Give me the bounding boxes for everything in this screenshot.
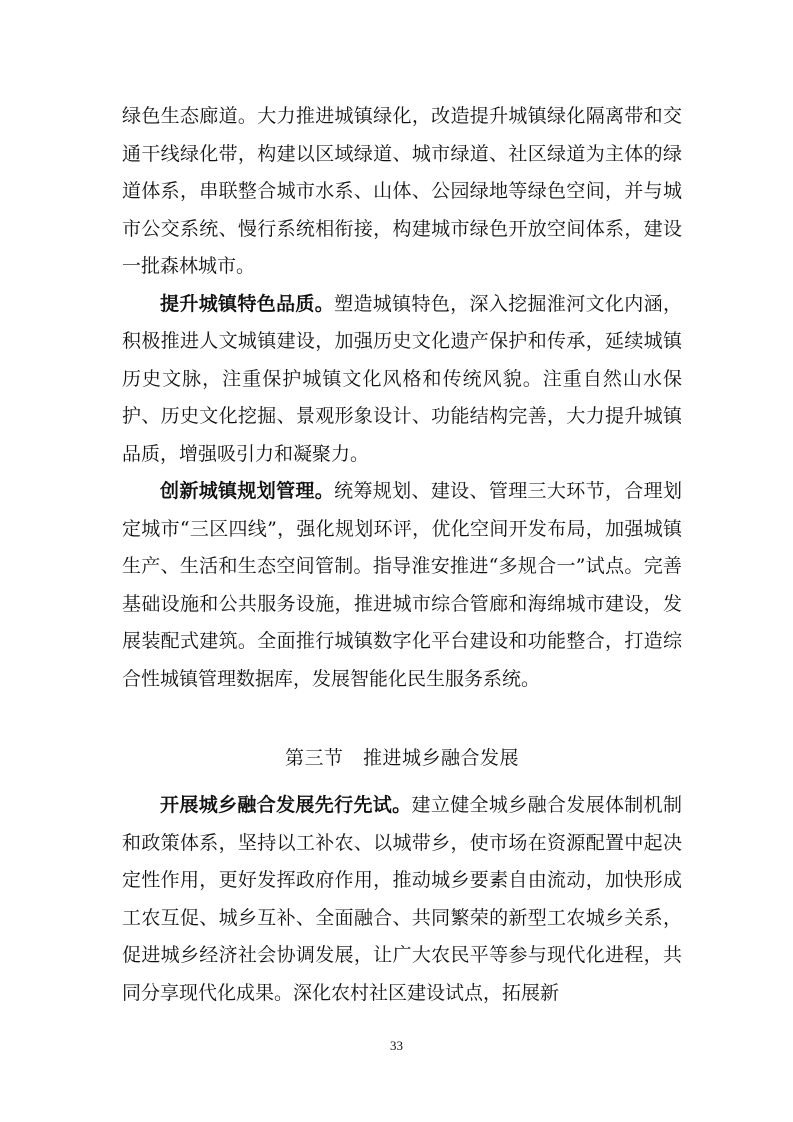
paragraph-green-corridor xyxy=(122,98,682,286)
page-number: 33 xyxy=(390,1038,403,1053)
paragraph-lead: 开展城乡融合发展先行先试。 xyxy=(160,794,412,816)
paragraph-text: 建立健全城乡融合发展体制机制和政策体系，坚持以工补农、以城带乡，使市场在资源配置中起决定性作用，更好发挥政府作用，推动城乡要素自由流动，加快形成工农互促、城乡互补、全面融合、共同繁荣的新型工农城乡关系，促进城乡经济社会协调发展，让广大农民平等参与现代化进程，共同分享现代化成果。深化农村社区建设试点，拓展新 xyxy=(122,794,682,1004)
paragraph-text: 绿色生态廊道。大力推进城镇绿化，改造提升城镇绿化隔离带和交通干线绿化带，构建以区域绿道、城市绿道、社区绿道为主体的绿道体系，串联整合城市水系、山体、公园绿地等绿色空间，并与城市公交系统、慢行系统相衔接，构建城市绿色开放空间体系，建设一批森林城市。 xyxy=(122,105,682,277)
paragraph-lead: 提升城镇特色品质。 xyxy=(160,292,335,315)
paragraph-urban-rural-integration xyxy=(122,787,682,1012)
section-heading: 第三节 推进城乡融合发展 xyxy=(284,747,519,769)
paragraph-lead: 创新城镇规划管理。 xyxy=(160,480,335,502)
paragraph-text: 统筹规划、建设、管理三大环节，合理划定城市“三区四线”，强化规划环评，优化空间开发布局，加强城镇生产、生活和生态空间管制。指导淮安推进“多规合一”试点。完善基础设施和公共服务设施，推进城市综合管廊和海绵城市建设，发展装配式建筑。全面推行城镇数字化平台建设和功能整合，打造综合性城镇管理数据库，发展智能化民生服务系统。 xyxy=(122,480,682,690)
paragraph-text: 塑造城镇特色，深入挖掘淮河文化内涵，积极推进人文城镇建设，加强历史文化遗产保护和传承，延续城镇历史文脉，注重保护城镇文化风格和传统风貌。注重自然山水保护、历史文化挖掘、景观形象设计、功能结构完善，大力提升城镇品质，增强吸引力和凝聚力。 xyxy=(122,292,682,465)
paragraph-planning-management xyxy=(122,473,682,698)
paragraph-town-quality xyxy=(122,286,682,474)
body-text-lower xyxy=(122,787,682,1012)
body-text-upper xyxy=(122,98,682,698)
